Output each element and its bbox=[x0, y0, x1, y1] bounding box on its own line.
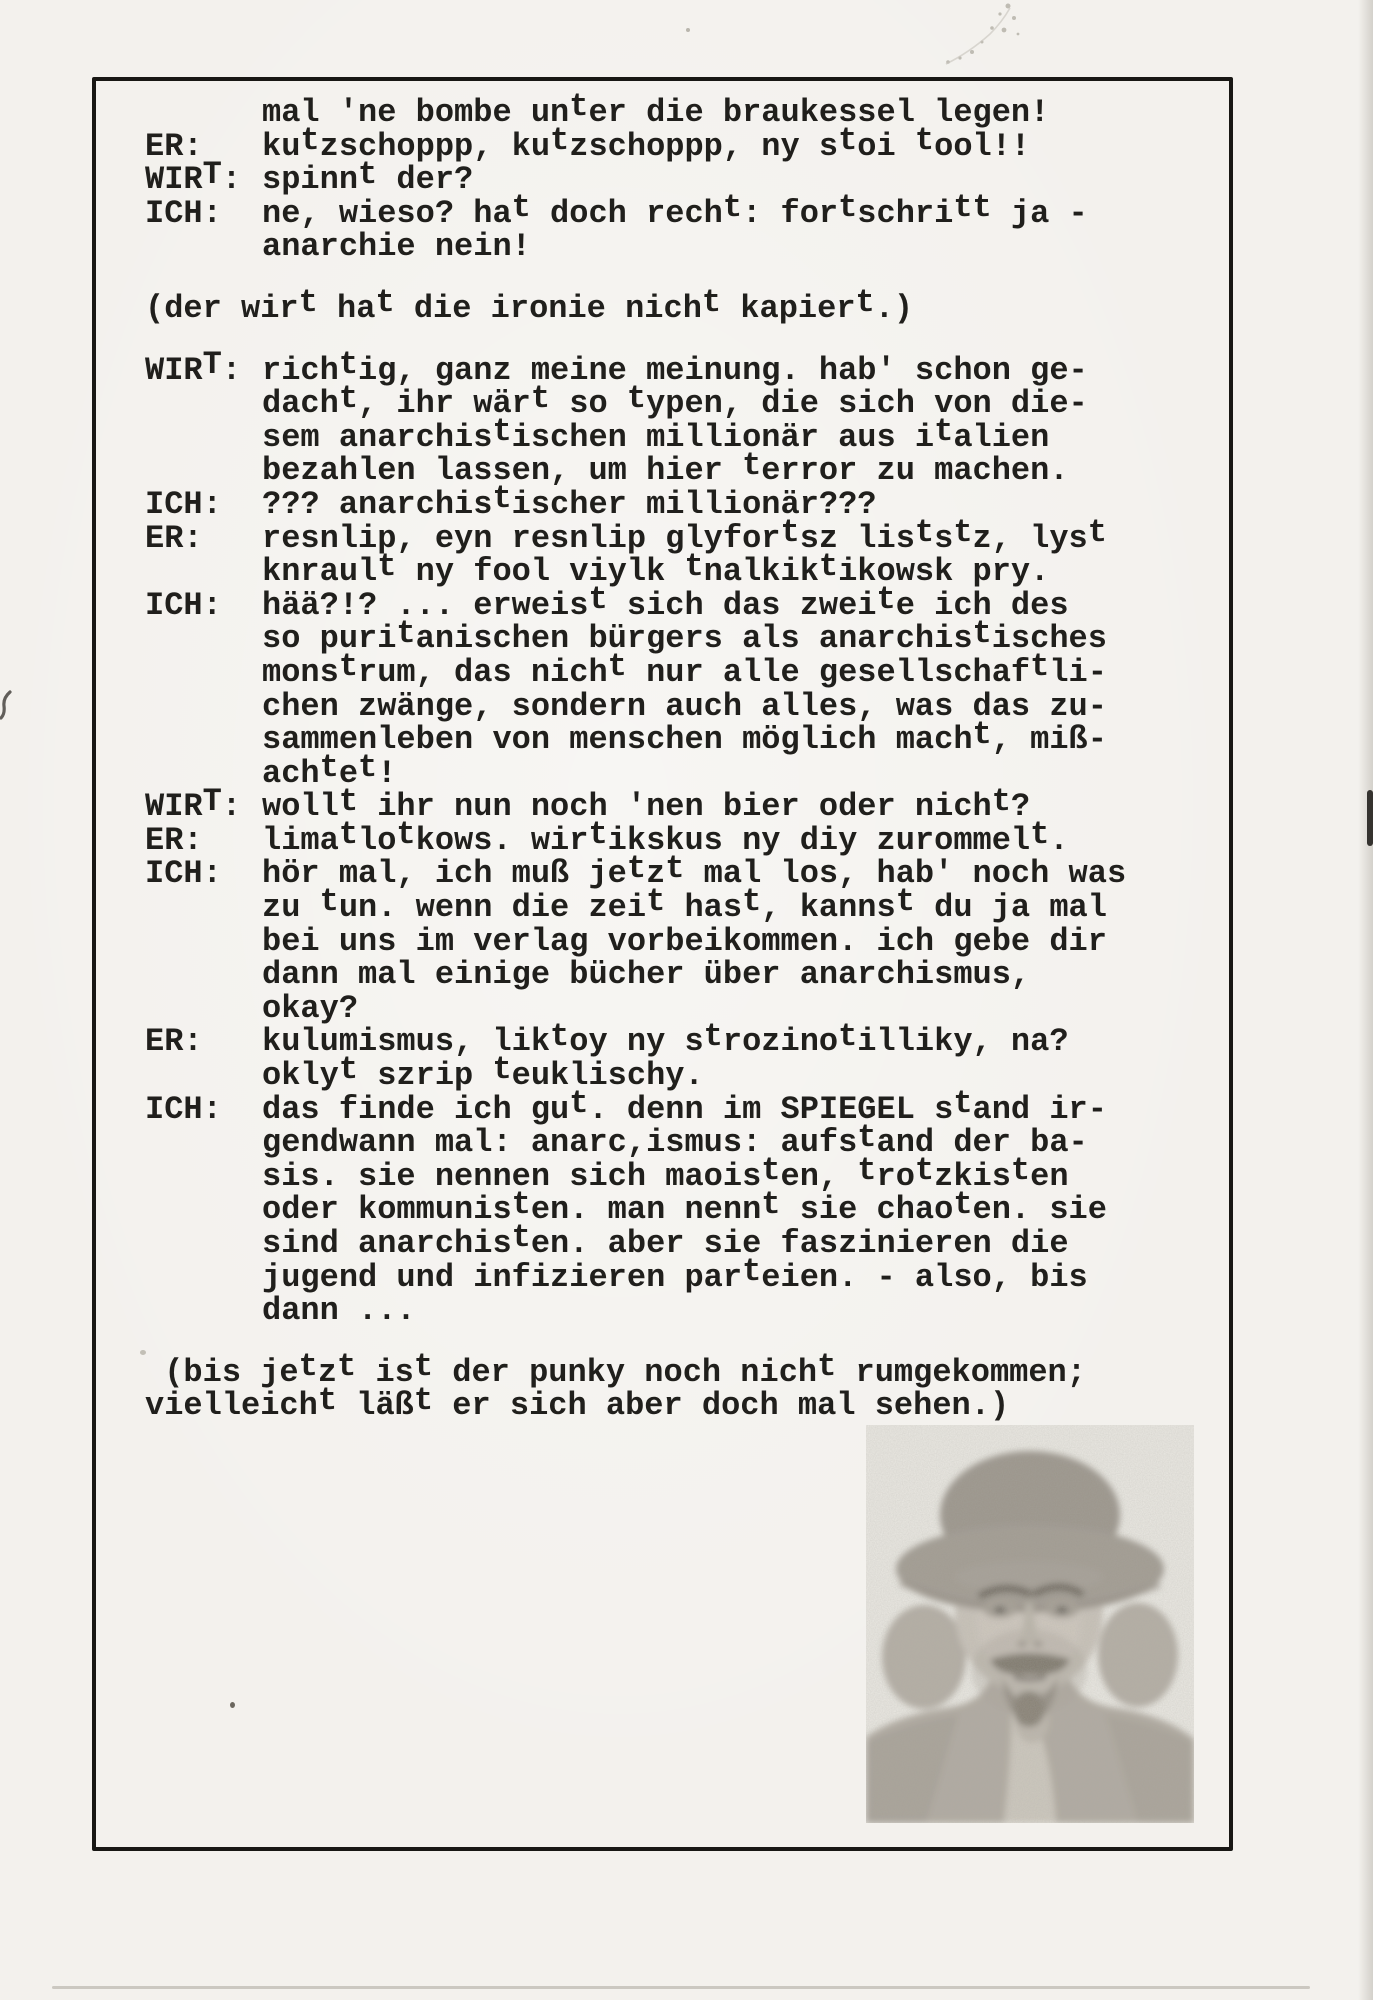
dialogue-block bbox=[145, 88, 1215, 266]
dialogue-line: wollt ihr nun noch 'nen bier oder nicht? bbox=[262, 782, 1031, 826]
aside-line: (bis jetzt ist der punky noch nicht rumgekommen; bbox=[145, 1348, 1086, 1391]
dialogue-line: so puritanischen bürgers als anarchistisches bbox=[262, 614, 1107, 658]
entry-lines bbox=[262, 189, 1215, 266]
dialogue-line: richtig, ganz meine meinung. hab' schon ge- bbox=[262, 345, 1088, 389]
speaker-label: ER: bbox=[145, 127, 203, 165]
dialogue-line: knrault ny fool viylk tnalkiktikowsk pry. bbox=[262, 547, 1050, 591]
dialogue-line: anarchie nein! bbox=[262, 228, 531, 266]
speaker-label: ER: bbox=[145, 1023, 203, 1061]
speaker-label: ER: bbox=[145, 519, 203, 557]
dialogue-entry bbox=[145, 513, 1215, 591]
dialogue-line: ??? anarchistischer millionär??? bbox=[262, 480, 877, 523]
aside-entry bbox=[145, 1348, 1215, 1425]
dialogue-line: spinnt der? bbox=[262, 155, 474, 199]
dialogue-entry bbox=[145, 345, 1215, 490]
dialogue-line: resnlip, eyn resnlip glyfortsz liststz, lyst bbox=[262, 513, 1107, 557]
dialogue-line: okay? bbox=[262, 989, 359, 1027]
dialogue-line: kulumismus, liktoy ny strozinotilliky, na? bbox=[262, 1017, 1069, 1061]
speaker-label: WIRT: bbox=[145, 782, 242, 826]
dialogue-line: dann mal einige bücher über anarchismus, bbox=[262, 956, 1031, 994]
dialogue-line: mal 'ne bombe unter die braukessel legen! bbox=[262, 88, 1050, 131]
aside-line: vielleicht läßt er sich aber doch mal sehen.) bbox=[145, 1381, 1010, 1425]
dialogue-entry bbox=[145, 122, 1215, 165]
speaker-label: WIRT: bbox=[145, 155, 242, 199]
entry-lines bbox=[262, 122, 1215, 165]
dialogue-line: bezahlen lassen, um hier terror zu machen. bbox=[262, 446, 1069, 490]
scan-bottom-edge-line bbox=[52, 1986, 1310, 1989]
dialogue-line: chen zwänge, sondern auch alles, was das zu- bbox=[262, 687, 1107, 725]
dialogue-line: achtet! bbox=[262, 749, 397, 792]
paper-speck bbox=[140, 1350, 146, 1355]
dialogue-line: sis. sie nennen sich maoisten, trotzkisten bbox=[262, 1152, 1069, 1195]
entry-lines bbox=[145, 284, 1215, 327]
dialogue-line: bei uns im verlag vorbeikommen. ich gebe dir bbox=[262, 922, 1107, 960]
speaker-label: WIRT: bbox=[145, 345, 242, 389]
entry-lines bbox=[262, 849, 1215, 1027]
dialogue-line: sammenleben von menschen möglich macht, miß- bbox=[262, 715, 1107, 759]
dialogue-line: sem anarchistischen millionär aus italien bbox=[262, 413, 1050, 456]
speaker-label: ICH: bbox=[145, 1090, 222, 1128]
dialogue-block bbox=[145, 345, 1215, 1330]
dialogue-line: gendwann mal: anarc,ismus: aufstand der ba- bbox=[262, 1118, 1088, 1162]
paper-speck bbox=[230, 1702, 235, 1708]
aside-block bbox=[145, 1348, 1215, 1425]
dialogue-line: sind anarchisten. aber sie faszinieren die bbox=[262, 1219, 1069, 1262]
dialogue-entry bbox=[145, 155, 1215, 199]
dialogue-line: dacht, ihr wärt so typen, die sich von die- bbox=[262, 379, 1088, 423]
dialogue-line: kutzschoppp, kutzschoppp, ny stoi tool!! bbox=[262, 122, 1031, 165]
margin-ink-mark bbox=[0, 690, 16, 720]
dialogue-line: zu tun. wenn die zeit hast, kannst du ja mal bbox=[262, 883, 1107, 927]
aside-entry bbox=[145, 284, 1215, 327]
dialogue-entry bbox=[145, 1017, 1215, 1095]
dialogue-line: das finde ich gut. denn im SPIEGEL stand ir- bbox=[262, 1085, 1107, 1128]
entry-lines bbox=[262, 1017, 1215, 1095]
speaker-label: ICH: bbox=[145, 485, 222, 523]
transcript bbox=[145, 88, 1215, 1425]
entry-lines bbox=[262, 88, 1215, 131]
dialogue-line: oklyt szrip teuklischy. bbox=[262, 1051, 704, 1095]
speaker-label: ER: bbox=[145, 821, 203, 859]
dialogue-entry bbox=[145, 480, 1215, 523]
dialogue-line: hör mal, ich muß jetzt mal los, hab' noch was bbox=[262, 849, 1127, 893]
dialogue-line: monstrum, das nicht nur alle gesellschaftli- bbox=[262, 648, 1107, 691]
dialogue-line: dann ... bbox=[262, 1292, 416, 1330]
speaker-label: ICH: bbox=[145, 855, 222, 893]
entry-lines bbox=[145, 1348, 1215, 1425]
entry-lines bbox=[262, 816, 1215, 859]
aside-block bbox=[145, 284, 1215, 327]
portrait-photo bbox=[866, 1425, 1194, 1823]
paper-speck bbox=[686, 28, 690, 32]
dialogue-line: jugend und infizieren parteien. - also, bis bbox=[262, 1253, 1088, 1296]
dialogue-entry bbox=[145, 849, 1215, 1027]
dialogue-entry bbox=[145, 581, 1215, 792]
entry-lines bbox=[262, 581, 1215, 792]
photo-grain bbox=[866, 1425, 1194, 1823]
dialogue-entry bbox=[145, 782, 1215, 826]
speaker-label bbox=[145, 96, 262, 130]
speaker-label: ICH: bbox=[145, 586, 222, 624]
pencil-speckle-mark bbox=[930, 0, 1025, 70]
entry-lines bbox=[262, 345, 1215, 490]
aside-line: (der wirt hat die ironie nicht kapiert.) bbox=[145, 284, 914, 327]
dialogue-entry bbox=[145, 189, 1215, 266]
dialogue-line: ne, wieso? hat doch recht: fortschritt ja - bbox=[262, 189, 1088, 232]
scan-right-edge-shade bbox=[1358, 0, 1373, 2000]
right-edge-ink-dash bbox=[1367, 790, 1373, 846]
entry-lines bbox=[262, 1085, 1215, 1330]
entry-lines bbox=[262, 480, 1215, 523]
dialogue-line: limatlotkows. wirtikskus ny diy zurommelt. bbox=[262, 816, 1069, 859]
speaker-label: ICH: bbox=[145, 194, 222, 232]
dialogue-line: hää?!? ... erweist sich das zweite ich des bbox=[262, 581, 1069, 624]
dialogue-line: oder kommunisten. man nennt sie chaoten. sie bbox=[262, 1185, 1107, 1229]
entry-lines bbox=[262, 513, 1215, 591]
dialogue-entry bbox=[145, 1085, 1215, 1330]
